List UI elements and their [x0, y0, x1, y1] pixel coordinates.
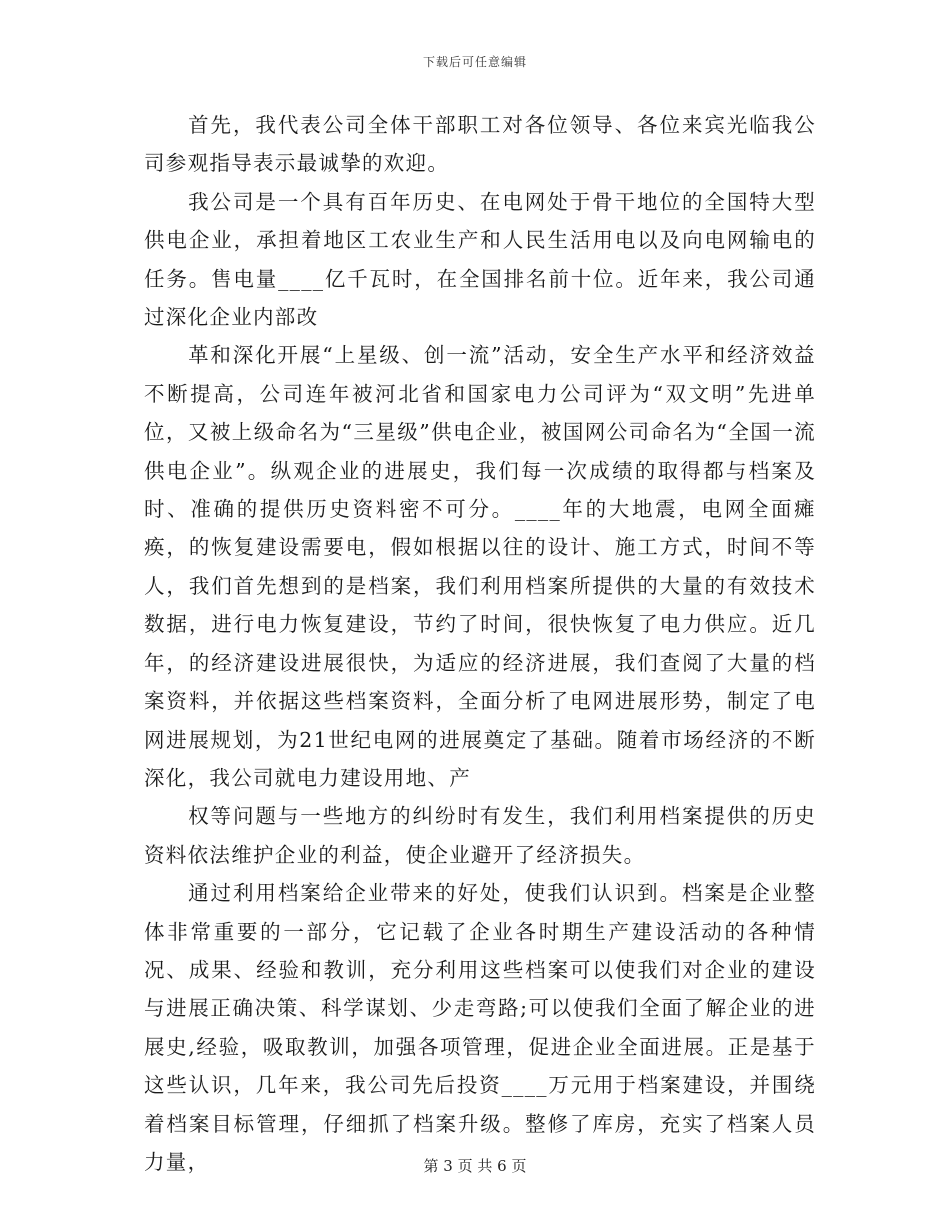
- page-number: 第 3 页 共 6 页: [423, 1157, 527, 1175]
- paragraph-archive-benefits: 通过利用档案给企业带来的好处，使我们认识到。档案是企业整体非常重要的一部分，它记载了企业各时期生产建设活动的各种情况、成果、经验和教训，充分利用这些档案可以使我们对企业的建设与进展正确决策、科学谋划、少走弯路;可以使我们全面了解企业的进展史,经验，吸取教训，加强各项管理，促进企业全面进展。正是基于这些认识，几年来，我公司先后投资____万元用于档案建设，并围绕着档案目标管理，仔细抓了档案升级。整修了库房，充实了档案人员力量，: [144, 881, 816, 1174]
- page-header-note: 下载后可任意编辑: [422, 55, 527, 69]
- paragraph-archive-history: 革和深化开展“上星级、创一流”活动，安全生产水平和经济效益不断提高，公司连年被河北省和国家电力公司评为“双文明”先进单位，又被上级命名为“三星级”供电企业，被国网公司命名为“全国一流供电企业”。纵观企业的进展史，我们每一次成绩的取得都与档案及时、准确的提供历史资料密不可分。____年的大地震，电网全面瘫痪，的恢复建设需要电，假如根据以往的设计、施工方式，时间不等人，我们首先想到的是档案，我们利用档案所提供的大量的有效技术数据，进行电力恢复建设，节约了时间，很快恢复了电力供应。近几年，的经济建设进展很快，为适应的经济进展，我们查阅了大量的档案资料，并依据这些档案资料，全面分析了电网进展形势，制定了电网进展规划，为21世纪电网的进展奠定了基础。随着市场经济的不断深化，我公司就电力建设用地、产: [144, 343, 816, 790]
- paragraph-welcome: 首先，我代表公司全体干部职工对各位领导、各位来宾光临我公司参观指导表示最诚挚的欢迎。: [144, 113, 816, 176]
- paragraph-property-disputes: 权等问题与一些地方的纠纷时有发生，我们利用档案提供的历史资料依法维护企业的利益，使企业避开了经济损失。: [144, 804, 816, 867]
- paragraph-company-intro: 我公司是一个具有百年历史、在电网处于骨干地位的全国特大型供电企业，承担着地区工农业生产和人民生活用电以及向电网输电的任务。售电量____亿千瓦时，在全国排名前十位。近年来，我公司通过深化企业内部改: [144, 189, 816, 330]
- document-body: [144, 106, 816, 1181]
